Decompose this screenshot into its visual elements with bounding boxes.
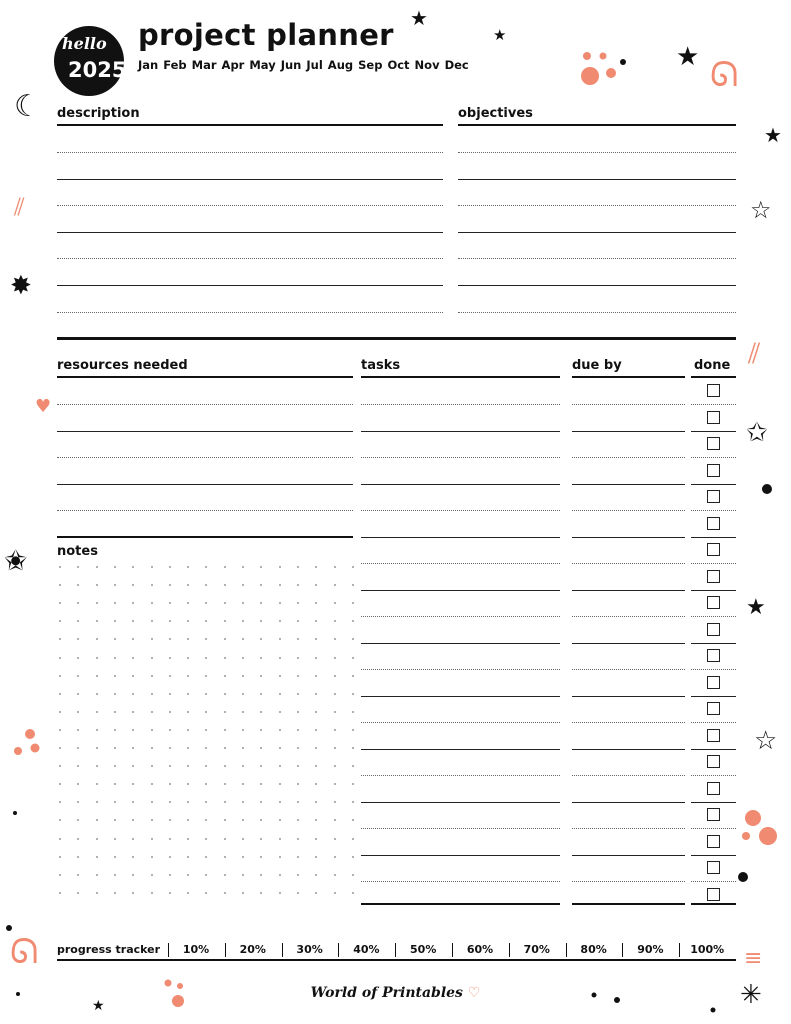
logo-line1: hello: [62, 34, 107, 53]
resources-heading: resources needed: [57, 358, 188, 373]
dot-icon: [583, 52, 591, 60]
dot-icon: [600, 53, 607, 60]
star-icon: ✸: [10, 271, 32, 301]
star-icon: ★: [746, 595, 766, 620]
spiral-icon: ᘏ: [10, 932, 39, 972]
star-outline-icon: ☆: [754, 726, 778, 756]
dot-icon: [31, 744, 40, 753]
objectives-heading: objectives: [458, 106, 533, 121]
dot-icon: [16, 992, 20, 996]
dot-icon: [14, 747, 22, 755]
month-apr[interactable]: Apr: [221, 58, 245, 72]
dot-icon: [759, 827, 777, 845]
star-outline-icon: ✬: [4, 544, 28, 577]
dot-icon: [742, 832, 750, 840]
dot-icon: [177, 983, 183, 989]
dot-icon: [581, 67, 599, 85]
star-icon: ★: [493, 26, 507, 44]
month-dec[interactable]: Dec: [444, 58, 469, 72]
notes-heading: notes: [57, 544, 98, 559]
progress-step-10pct[interactable]: 10%: [182, 943, 210, 956]
star-outline-icon: ✩: [746, 418, 768, 448]
month-nov[interactable]: Nov: [414, 58, 440, 72]
footer-brand-text: World of Printables: [310, 985, 463, 1001]
dot-icon: [6, 925, 12, 931]
dot-icon: [172, 995, 184, 1007]
dot-icon: [614, 997, 620, 1003]
progress-step-70pct[interactable]: 70%: [523, 943, 550, 956]
progress-step-80pct[interactable]: 80%: [580, 943, 607, 956]
heart-icon: ♥: [35, 396, 52, 417]
progress-step-100pct[interactable]: 100%: [690, 943, 725, 956]
month-oct[interactable]: Oct: [387, 58, 410, 72]
tasks-heading: tasks: [361, 358, 401, 373]
description-heading: description: [57, 106, 140, 121]
month-aug[interactable]: Aug: [327, 58, 354, 72]
dot-icon: [620, 59, 626, 65]
star-outline-icon: ☆: [750, 196, 772, 224]
month-feb[interactable]: Feb: [163, 58, 187, 72]
progress-step-90pct[interactable]: 90%: [637, 943, 664, 956]
dot-icon: [762, 484, 772, 494]
star-icon: ★: [410, 6, 428, 30]
month-jun[interactable]: Jun: [280, 58, 302, 72]
month-may[interactable]: May: [249, 58, 276, 72]
progress-step-50pct[interactable]: 50%: [410, 943, 437, 956]
dot-icon: [606, 68, 616, 78]
page-title: project planner: [138, 18, 394, 52]
month-sep[interactable]: Sep: [358, 58, 383, 72]
moon-icon: ☾: [14, 89, 41, 124]
spiral-icon: ᘏ: [710, 55, 739, 95]
heart-icon: ♡: [467, 985, 481, 1001]
star-icon: ★: [92, 998, 105, 1014]
burst-icon: ✳: [740, 980, 762, 1010]
progress-step-60pct[interactable]: 60%: [466, 943, 494, 956]
month-mar[interactable]: Mar: [191, 58, 217, 72]
dot-icon: [711, 1008, 716, 1013]
lines-icon: ≡: [744, 946, 763, 971]
dot-icon: [13, 811, 17, 815]
done-heading: done: [694, 358, 731, 373]
dot-icon: [165, 980, 172, 987]
dot-icon: [738, 872, 748, 882]
progress-step-20pct[interactable]: 20%: [239, 943, 266, 956]
star-icon: ★: [676, 42, 700, 72]
lines-icon: ⫽: [748, 337, 761, 370]
lines-icon: ⫽: [14, 193, 25, 221]
progress-tracker-label: progress tracker: [57, 943, 161, 956]
dot-icon: [25, 729, 35, 739]
due-by-heading: due by: [572, 358, 622, 373]
star-icon: ★: [764, 123, 782, 147]
progress-step-30pct[interactable]: 30%: [296, 943, 323, 956]
month-jan[interactable]: Jan: [138, 58, 159, 72]
dot-icon: [592, 993, 597, 998]
dot-icon: [745, 810, 761, 826]
logo-line2: 2025: [68, 58, 127, 82]
progress-step-40pct[interactable]: 40%: [353, 943, 380, 956]
month-jul[interactable]: Jul: [306, 58, 323, 72]
